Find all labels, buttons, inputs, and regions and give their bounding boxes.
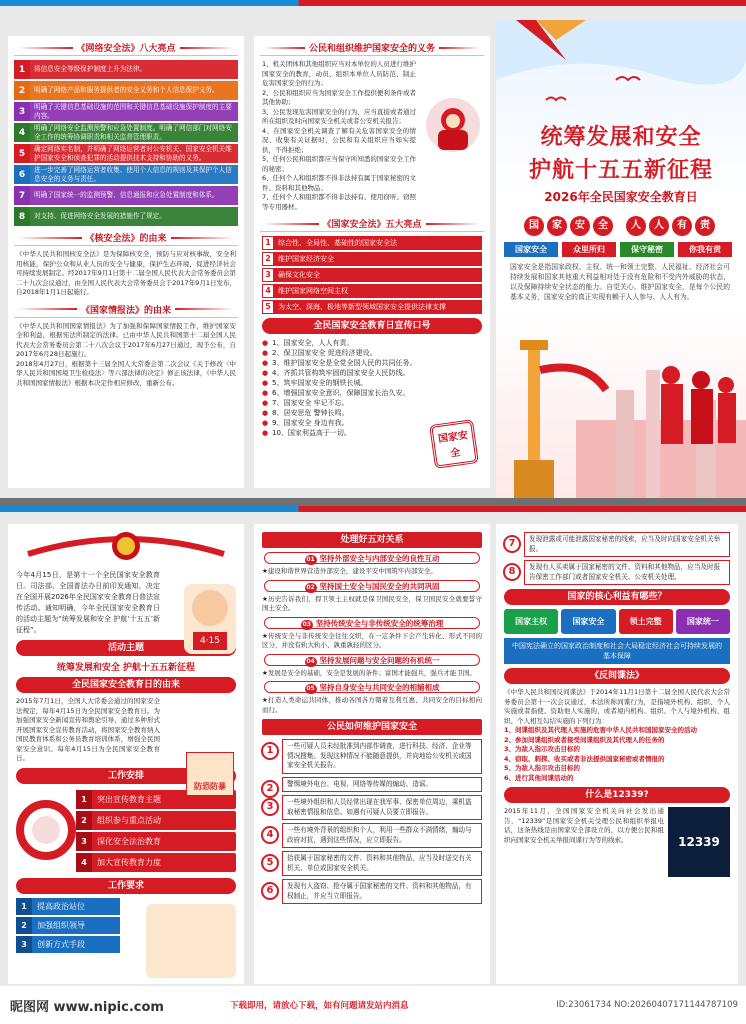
law8-num: 8 bbox=[14, 207, 30, 226]
core-item: 国家安全 bbox=[561, 609, 615, 634]
law8-row bbox=[14, 144, 238, 163]
core-note: 中国宪法确立的国家政治制度和社会大局稳定经济社会可持续发展的基本保障 bbox=[504, 638, 730, 664]
back-side bbox=[0, 506, 746, 986]
anti-item: 5、为敌人指示攻击目标的 bbox=[504, 764, 581, 772]
law5-row bbox=[262, 300, 482, 314]
slogan-text: 2、保卫国家安全 促进经济建设。 bbox=[272, 349, 377, 357]
relations-title: 处理好五对关系 bbox=[262, 532, 482, 548]
bullet-dot: ● bbox=[262, 399, 269, 407]
relation-heading bbox=[264, 681, 480, 693]
citizen-text: 一些有境外背景的组织和个人，利用一些群众不满情绪，煽动与政府对抗，遇到这些情况，应立即报告。 bbox=[287, 826, 472, 844]
slogan-item bbox=[262, 378, 426, 388]
theme-text: 统筹发展和安全 护航十五五新征程 bbox=[56, 663, 196, 673]
sticker: 防恐防暴 bbox=[186, 752, 234, 796]
law8-text: 对支持、促进网络安全发展的措施作了规定。 bbox=[30, 207, 238, 226]
slogan-chip: 有 bbox=[672, 216, 692, 236]
slogan-item bbox=[262, 418, 426, 428]
citizen-item bbox=[266, 851, 482, 876]
report-item bbox=[508, 560, 730, 585]
anti-text: 《中华人民共和国反间谍法》于2014年11月1日第十二届全国人民代表大会常务委员会第十一次会议通过，本法所称间谍行为，是指境外机构、组织、个人实施或者指使、资助他人实施的，或者境内机构、组织、个人与境外机构、组织、个人相互勾结实施的下列行为： bbox=[504, 688, 730, 725]
law5-text: 综合性、全局性、基础性的国家安全法 bbox=[274, 236, 482, 250]
relation-heading-text: 坚持自身安全与共同安全的相辅相成 bbox=[319, 683, 440, 692]
relation-heading-text: 坚持外部安全与内部安全的良性互动 bbox=[319, 554, 440, 563]
bullet-dot: ● bbox=[262, 349, 269, 357]
slogan-text: 3、维护国家安全是全党全国人民的共同任务。 bbox=[272, 359, 417, 367]
law8-row bbox=[14, 102, 238, 121]
relation-heading-text: 坚持传统安全与非传统安全的统筹治理 bbox=[315, 618, 444, 628]
panel-duties bbox=[254, 36, 490, 488]
citizen-item bbox=[266, 823, 482, 848]
panel-cover bbox=[496, 20, 746, 498]
law8-text: 明确了国家统一的监测预警、信息通报和应急处置制度和体系。 bbox=[30, 186, 238, 205]
duty-item: 4、在国家安全机关调查了解有关危害国家安全的情况、收集有关证据时，公民和有关组织应当如实提供，不得拒绝； bbox=[262, 126, 416, 154]
req-row bbox=[16, 936, 120, 953]
cover-illustration bbox=[496, 330, 746, 498]
report-num: 7 bbox=[503, 535, 521, 553]
slogan-chips bbox=[524, 216, 715, 236]
bullet-dot: ● bbox=[262, 339, 269, 347]
security-stamp: 国家安全 bbox=[429, 419, 479, 469]
law8-num: 3 bbox=[14, 102, 30, 121]
download-note: 下载即用，请放心下载，如有问题请发站内消息 bbox=[230, 1001, 409, 1011]
law8-row bbox=[14, 207, 238, 226]
headline-1: 统筹发展和安全 bbox=[540, 125, 702, 150]
bullet-dot: ● bbox=[262, 419, 269, 427]
slogan-chip: 人 bbox=[626, 216, 646, 236]
panel-relations bbox=[254, 524, 490, 984]
citizen-num: 4 bbox=[261, 826, 279, 844]
anti-item: 4、窃取、刺探、收买或者非法提供国家秘密或者情报的 bbox=[504, 754, 665, 763]
relation-num: 02 bbox=[306, 583, 315, 591]
nuke-title: 《核安全法》的由来 bbox=[14, 230, 238, 246]
citizen-list bbox=[254, 739, 490, 904]
law5-text: 确保文化安全 bbox=[274, 268, 482, 282]
work-text: 组织参与重点活动 bbox=[97, 815, 161, 825]
slogan-item bbox=[262, 398, 426, 408]
relation-text: ★建设和谐世界营造外部安全，建设平安中国筑牢内部安全。 bbox=[262, 567, 437, 575]
bullet-dot: ● bbox=[262, 379, 269, 387]
citizen-num: 1 bbox=[261, 742, 279, 760]
law8-num: 2 bbox=[14, 81, 30, 100]
work-num: 3 bbox=[76, 832, 92, 851]
bullet-dot: ● bbox=[262, 389, 269, 397]
core-grid bbox=[504, 609, 730, 634]
relation-heading-text: 坚持发展问题与安全问题的有机统一 bbox=[319, 655, 440, 665]
law8-row bbox=[14, 81, 238, 100]
slogan-text: 1、国家安全，人人有责。 bbox=[272, 339, 354, 347]
citizen-num: 3 bbox=[261, 798, 279, 816]
slogan-chip: 国 bbox=[524, 216, 544, 236]
work-row bbox=[76, 811, 236, 830]
law8-row bbox=[14, 60, 238, 79]
duty-text bbox=[254, 60, 424, 212]
headline-2: 护航十五五新征程 bbox=[528, 158, 713, 183]
slogan-title: 全民国家安全教育日宣传口号 bbox=[262, 318, 482, 334]
slogan-item bbox=[262, 368, 426, 378]
guard-illustration bbox=[424, 96, 482, 154]
law8-num: 5 bbox=[14, 144, 30, 163]
relation-text: ★传统安全与非传统安全往往交织，在一定条件下会产生转化、形式不同的区分，并没有轨大轨小、孰重孰轻的区分。 bbox=[262, 631, 482, 649]
citizen-text: 一些可疑人员未经批准到内部作调查，进行科技、经济、企业等情况搜集。发现这种情况不能随意提供，并向地给公安机关或国家安全机关报告。 bbox=[287, 742, 472, 769]
law5-num: 3 bbox=[262, 268, 274, 282]
work-text: 加大宣传教育力度 bbox=[97, 857, 161, 867]
slogan-chip: 全 bbox=[593, 216, 613, 236]
citizen-text: 拾获属于国家秘密的文件、资料和其他物品，应当及时送交有关机关、单位或国家安全机关。 bbox=[287, 854, 472, 872]
headline-3: 2026年全民国家安全教育日 bbox=[544, 190, 698, 204]
origin-title: 全民国家安全教育日的由来 bbox=[16, 677, 236, 693]
duty-item: 1、机关团体和其他组织应当对本单位的人员进行维护国家安全的教育，动员、组织本单位人员防范、制止危害国家安全的行为； bbox=[262, 60, 416, 87]
law5-row bbox=[262, 268, 482, 282]
slogan-item bbox=[262, 348, 426, 358]
law8-text: 明确了关键信息基础设施的范围和关键信息基础设施保护制度的主要内容。 bbox=[30, 102, 238, 121]
cover-pill: 你我有责 bbox=[678, 242, 732, 257]
bottom-strip bbox=[0, 506, 746, 512]
slogan-chip: 家 bbox=[547, 216, 567, 236]
duty-item: 2、公民和组织应当为国家安全工作提供便利条件或者其他协助； bbox=[262, 88, 416, 106]
footer bbox=[0, 986, 746, 1024]
core-title: 国家的核心利益有哪些？ bbox=[504, 589, 730, 605]
duty-item: 6、任何个人和组织都不得非法持有属于国家秘密的文件、资料和其他物品； bbox=[262, 174, 416, 192]
anti-item: 1、间谍组织及其代理人实施的危害中华人民共和国国家安全的活动 bbox=[504, 726, 698, 734]
law8-num: 4 bbox=[14, 123, 30, 142]
citizen-num: 2 bbox=[261, 780, 279, 798]
slogan-text: 9、国家安全 身边有我。 bbox=[272, 419, 349, 427]
work-title: 工作安排 bbox=[16, 768, 236, 784]
law5-num: 4 bbox=[262, 284, 274, 298]
citizen-item bbox=[266, 777, 482, 794]
core-item: 领土完整 bbox=[619, 609, 673, 634]
cover-intro: 国家安全是指国家政权、主权、统一和领土完整、人民福祉、经济社会可持续发展和国家其他重大利益相对处于没有危险和不受内外威胁的状态，以及保障持续安全状态的能力。自觉关心、维护国家安全，是每个公民的基本义务，国家安全的真正实现有赖于人人参与、人人有为。 bbox=[510, 263, 730, 301]
work-num: 2 bbox=[76, 811, 92, 830]
q-title: 什么是12339? bbox=[504, 787, 730, 803]
work-text: 突出宣传教育主题 bbox=[97, 794, 161, 804]
req-title: 工作要求 bbox=[16, 878, 236, 894]
image-id: ID:23061734 NO:20260407171144787109 bbox=[556, 1000, 738, 1010]
nuke-text: 《中华人民共和国核安全法》是为保障核安全，预防与应对核事故，安全利用核能，保护公众和从业人员的安全与健康，保护生态环境，促进经济社会可持续发展制定。经2017年9月1日第十二届全国人民代表大会常务委员会第二十九次会议通过，由全国人民代表大会常务委员会于2017年9月1日发布，自2018年1月1日起施行。 bbox=[16, 250, 236, 296]
law8-row bbox=[14, 165, 238, 184]
work-num: 1 bbox=[76, 790, 92, 809]
relation-heading bbox=[264, 580, 480, 592]
work-row bbox=[76, 832, 236, 851]
law5-list bbox=[254, 236, 490, 314]
law8-text: 将信息安全等级保护制度上升为法律。 bbox=[30, 60, 238, 79]
law5-row bbox=[262, 252, 482, 266]
relation-num: 01 bbox=[306, 556, 315, 563]
req-num: 1 bbox=[16, 898, 32, 915]
duty-item: 7、任何个人和组织都不得非法持有、使用窃听、窃照等专用器材。 bbox=[262, 193, 416, 211]
slogan-item bbox=[262, 388, 426, 398]
relation-heading-text: 坚持国土安全与国民安全的共同巩固 bbox=[319, 581, 440, 591]
anti-item: 6、进行其他间谍活动的 bbox=[504, 773, 574, 782]
req-list bbox=[8, 898, 128, 953]
panel-education-day bbox=[8, 524, 244, 984]
slogan-text: 8、居安思危 警钟长鸣。 bbox=[272, 409, 349, 417]
citizen-num: 5 bbox=[261, 854, 279, 872]
relations-list bbox=[254, 552, 490, 715]
law8-text: 进一步完善了网络运营者收集、使用个人信息的规则及其保护个人信息安全的义务与责任。 bbox=[30, 165, 238, 184]
slogan-text: 7、国家安全 牢记不忘。 bbox=[272, 399, 349, 407]
report-item bbox=[508, 532, 730, 557]
slogan-text: 6、增强国家安全意识，保障国家长治久安。 bbox=[272, 389, 410, 397]
ribbon-emblem bbox=[8, 524, 244, 568]
slogan-text: 4、齐抓共管构筑牢固的国家安全人民防线。 bbox=[272, 369, 410, 377]
report-list bbox=[496, 532, 738, 585]
law8-num: 7 bbox=[14, 186, 30, 205]
duty-title: 公民和组织维护国家安全的义务 bbox=[260, 40, 484, 56]
work-wheel bbox=[16, 788, 76, 872]
law8-num: 6 bbox=[14, 165, 30, 184]
citizen-item bbox=[266, 795, 482, 820]
anti-item: 3、为敌人指示攻击目标的 bbox=[504, 745, 581, 753]
bullet-dot: ● bbox=[262, 369, 269, 377]
req-text: 创新方式手段 bbox=[37, 939, 85, 949]
bullet-dot: ● bbox=[262, 359, 269, 367]
law8-num: 1 bbox=[14, 60, 30, 79]
law5-title: 《国家安全法》五大亮点 bbox=[260, 216, 484, 232]
front-side bbox=[0, 0, 746, 498]
req-text: 提高政治站位 bbox=[37, 901, 85, 911]
slogan-item bbox=[262, 338, 426, 348]
work-text: 深化安全法治教育 bbox=[97, 836, 161, 846]
law8-text: 确定网络实名制，并明确了网络运营者对公安机关、国家安全机关维护国家安全和侦查犯罪的活动提供技术支持和协助的义务。 bbox=[30, 144, 238, 163]
slogan-text: 10、国家利益高于一切。 bbox=[272, 429, 351, 437]
panel-law-highlights bbox=[8, 36, 244, 488]
citizen-item bbox=[266, 879, 482, 904]
law8-list bbox=[8, 60, 244, 226]
origin-text: 2015年7月1日，全国人大常委会通过的国家安全法规定，每年4月15日为全民国家安全教育日。为加强国家安全新闻宣传和舆论引导，通过多种形式开展国家安全宣传教育活动，将国家安全教育纳入国民教育体系和公务员教育培训体系，增强全民国家安全意识。每年4月15日为全民国家安全教育日。 bbox=[16, 697, 160, 762]
req-num: 3 bbox=[16, 936, 32, 953]
top-strip bbox=[0, 0, 746, 6]
law5-text: 维护国家经济安全 bbox=[274, 252, 482, 266]
law8-text: 明确了网络安全监测预警和应急处置制度。明确了网信部门对网络安全工作的统筹协调职责和相关监督管理职责。 bbox=[30, 123, 238, 142]
req-text: 加强组织领导 bbox=[37, 920, 85, 930]
intel-title: 《国家情报法》的由来 bbox=[14, 302, 238, 318]
relation-text: ★打造人类命运共同体，推动各国各方朝着互利互惠、共同安全的目标相向而行。 bbox=[262, 696, 482, 714]
core-item: 国家统一 bbox=[676, 609, 730, 634]
cover-pill: 国家安全 bbox=[504, 242, 558, 257]
law8-text: 明确了网络产品和服务提供者的安全义务和个人信息保护义务。 bbox=[30, 81, 238, 100]
citizen-title: 公民如何维护国家安全 bbox=[262, 719, 482, 735]
relation-heading bbox=[264, 617, 480, 629]
law8-title: 《网络安全法》八大亮点 bbox=[14, 40, 238, 56]
anti-item: 2、参加间谍组织或者接受间谍组织及其代理人的任务的 bbox=[504, 735, 665, 744]
report-text: 发现泄露或可能泄露国家秘密的线索，应当及时向国家安全机关举报。 bbox=[529, 535, 721, 553]
slogan-text: 5、筑牢国家安全的钢铁长城。 bbox=[272, 379, 368, 387]
cover-background bbox=[496, 20, 746, 120]
relation-num: 04 bbox=[306, 657, 315, 665]
intel-text-1: 《中华人民共和国国家情报法》为了加强和保障国家情报工作，维护国家安全和利益，根据宪法所制定的法律。已由中华人民共和国第十二届全国人民代表大会常务委员会第二十八次会议于2017年6月27日通过，现予公布，自2017年6月28日起施行。 bbox=[16, 321, 236, 358]
law5-row bbox=[262, 284, 482, 298]
cover-pill: 众里所归 bbox=[562, 242, 616, 257]
citizen-item bbox=[266, 739, 482, 774]
slogan-item bbox=[262, 358, 426, 368]
citizen-num: 6 bbox=[261, 882, 279, 900]
slogan-chip: 责 bbox=[695, 216, 715, 236]
cover-pills bbox=[504, 242, 736, 257]
child-illustration: 4·15 bbox=[184, 584, 236, 654]
relation-heading bbox=[264, 552, 480, 564]
core-item: 国家主权 bbox=[504, 609, 558, 634]
anti-title: 《反间谍法》 bbox=[504, 668, 730, 684]
relation-text: ★发展是安全的基础，安全是发展的条件；富国才能强兵，强兵才能卫国。 bbox=[262, 668, 476, 677]
people-illustration bbox=[146, 904, 236, 978]
hotline-phone: 12339 bbox=[668, 807, 730, 877]
anti-items bbox=[496, 726, 738, 783]
citizen-text: 警惕境外电台、电视、网络等传媒的煽动、造谣。 bbox=[287, 779, 433, 788]
law5-num: 5 bbox=[262, 300, 274, 314]
work-list bbox=[76, 788, 236, 874]
law5-row bbox=[262, 236, 482, 250]
law8-row bbox=[14, 186, 238, 205]
theme-title: 活动主题 bbox=[16, 640, 236, 656]
relation-num: 03 bbox=[302, 620, 311, 628]
citizen-text: 发现有人盗窃、抢夺属于国家秘密的文件、资料和其他物品，有权制止，并应当立即报告。 bbox=[287, 882, 472, 900]
law5-text: 为太空、深海、极地等新型领域国家安全提供法律支撑 bbox=[274, 300, 482, 314]
panel-core-interests bbox=[496, 524, 738, 984]
slogan-chip: 人 bbox=[649, 216, 669, 236]
cover-pill: 保守秘密 bbox=[620, 242, 674, 257]
relation-num: 05 bbox=[306, 685, 315, 692]
duty-item: 5、任何公民和组织都应当保守所知悉的国家安全工作的秘密； bbox=[262, 155, 416, 173]
day-intro: 今年4月15日，是第十一个全民国家安全教育日。司法部、全国普法办日前印发通知，决定在全国开展2026年全民国家安全教育日普法宣传活动。通知明确，今年全民国家安全教育日的活动主题为“统筹发展和安全 护航‘十五五’新征程”。 bbox=[16, 571, 160, 634]
report-num: 8 bbox=[503, 563, 521, 581]
req-row bbox=[16, 898, 120, 915]
work-num: 4 bbox=[76, 853, 92, 872]
law5-num: 1 bbox=[262, 236, 274, 250]
law5-num: 2 bbox=[262, 252, 274, 266]
report-text: 发现有人买卖属于国家秘密的文件、资料和其他物品，应当及时报告保密工作部门或者国家安全机关、公安机关处理。 bbox=[529, 563, 721, 581]
req-num: 2 bbox=[16, 917, 32, 934]
intel-text-2: 2018年4月27日，根据第十三届全国人大常委会第二次会议《关于修改〈中华人民共和国国境卫生检疫法〉等六部法律的决定》修正该法律，《中华人民共和国国家情报法》根据本决定作相应修改，重新公布。 bbox=[16, 359, 236, 387]
bullet-dot: ● bbox=[262, 429, 269, 437]
cover-heading bbox=[504, 120, 738, 205]
brand-watermark: 昵图网 www.nipic.com bbox=[10, 999, 164, 1015]
slogan-list bbox=[254, 338, 434, 438]
citizen-text: 一些境外组织和人员经常出现在我军事、保密单位周边，乘机盗取秘密情报和信息。如遇有可疑人员要立即报告。 bbox=[287, 798, 472, 816]
duty-item: 3、公民发现危害国家安全的行为，应当直接或者通过所在组织及时向国家安全机关或者公安机关报告； bbox=[262, 107, 416, 125]
law8-row bbox=[14, 123, 238, 142]
relation-text: ★历史告诉我们，捍卫领土主权就是保卫国民安全，保卫国民安全就要誓守国土安全。 bbox=[262, 594, 482, 612]
law5-text: 维护国家网络空间主权 bbox=[274, 284, 482, 298]
q-text: 2015年11月，全国国家安全机关向社会发出通告，“12339”是国家安全机关受理公民和组织举报电话，这条热线是由国家安全部设立的，以方便公民和组织向国家安全机关举报间谍行为等的线索。 bbox=[504, 807, 664, 844]
work-row bbox=[76, 853, 236, 872]
req-row bbox=[16, 917, 120, 934]
slogan-item bbox=[262, 428, 426, 438]
bullet-dot: ● bbox=[262, 409, 269, 417]
relation-heading bbox=[264, 654, 480, 666]
slogan-item bbox=[262, 408, 426, 418]
slogan-chip: 安 bbox=[570, 216, 590, 236]
